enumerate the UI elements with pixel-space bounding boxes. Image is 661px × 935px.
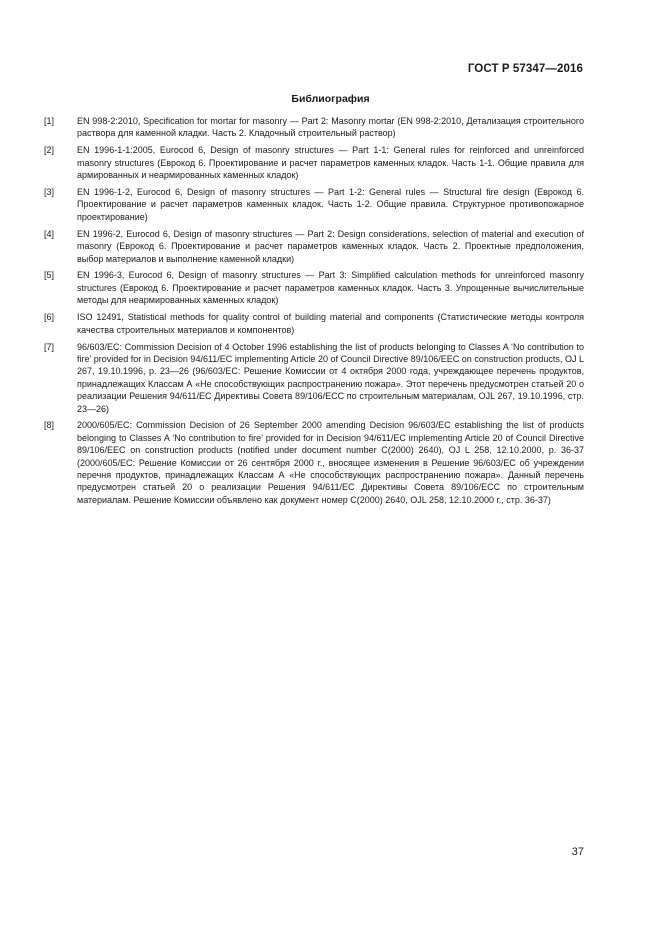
entry-text: EN 1996-2, Eurocod 6, Design of masonry structures — Part 2: Design considerations, selection of material and execution of masonry (Еврокод 6. Проектирование и расчет параметров каменных кладок. Часть 2. Проектные предположения, выбор материалов и выполнение каменной кладки): [77, 228, 584, 264]
bibliography-entry: [44, 186, 584, 223]
bibliography-entry: [44, 341, 584, 415]
entry-text: 96/603/EC: Commission Decision of 4 October 1996 establishing the list of products belonging to Classes A ‘No contribution to fire’ provided for in Decision 94/611/EC implementing Article 20 of Council Directive 89/106/EEC on construction products, OJ L 267, 19.10.1996, p. 23—26 (96/603/EC: Решение Комиссии от 4 октября 2000 года, учреждающее перечень продуктов, принадлежащих Классам А «Не способствующих распространению пожара». Этот перечень предусмотрен статьей 20 о реализации Решения 94/611/ЕС Директивы Совета 89/106/ЕСС по строительным материалам, OJL 267, 19.10.1996, стр. 23—26): [77, 341, 584, 414]
entry-text: 2000/605/EC: Commission Decision of 26 September 2000 amending Decision 96/603/EC establishing the list of products belonging to Classes A ‘No contribution to fire’ provided for in Decision 94/611/EC implementing Article 20 of Council Directive 89/106/EEC on construction products (notified under document number C(2000) 2640), OJ L 258, 12.10.2000, p. 36-37 (2000/605/EC: Решение Комиссии от 26 сентября 2000 г., вносящее изменения в Решение 96/603/EC об учреждении перечня продуктов, принадлежащих Классам А «Не способствующих распространению пожара». Данный перечень предусмотрен статьей 20 о реализации Решения 94/611/ЕС Директивы Совета 89/106/ЕСС по строительным материалам. Решение Комиссии объявлено как документ номер С(2000) 2640, OJL 258, 12.10.2000 г., стр. 36-37): [77, 420, 584, 505]
entry-number: [2]: [44, 145, 55, 156]
document-header: ГОСТ Р 57347—2016: [467, 63, 583, 75]
entry-number: [6]: [44, 312, 55, 323]
bibliography-entry: [44, 269, 584, 306]
entry-text: EN 1996-3, Eurocod 6, Design of masonry structures — Part 3: Simplified calculation methods for unreinforced masonry structures (Еврокод 6. Проектирование и расчет параметров каменных кладок. Часть 3. Упрощенные вычислительные методы для неармированных каменных кладок): [77, 270, 584, 306]
entry-text: EN 1996-1-1:2005, Eurocod 6, Design of masonry structures — Part 1-1: General rules for reinforced and unreinforced masonry structures (Еврокод 6. Проектирование и расчет параметров каменных кладок. Часть 1-1. Общие правила для армированных и неармированных каменных кладок): [77, 145, 584, 181]
bibliography-entry: [44, 144, 584, 181]
entry-number: [8]: [44, 420, 55, 431]
section-title: Библиография: [291, 93, 370, 105]
bibliography-list: [44, 115, 584, 511]
bibliography-entry: [44, 115, 584, 140]
entry-number: [3]: [44, 187, 55, 198]
page-number: 37: [571, 846, 584, 858]
entry-number: [4]: [44, 228, 55, 239]
entry-text: EN 1996-1-2, Eurocod 6, Design of masonry structures — Part 1-2: General rules — Structural fire design (Еврокод 6. Проектирование и расчет параметров каменных кладок. Часть 1-2. Общие правила. Структурное противопожарное проектирование): [77, 187, 584, 222]
entry-number: [7]: [44, 341, 55, 352]
entry-number: [1]: [44, 116, 55, 126]
bibliography-entry: [44, 419, 584, 506]
entry-text: ISO 12491, Statistical methods for quality control of building material and components (Статистические методы контроля качества строительных материалов и компонентов): [77, 312, 584, 335]
bibliography-entry: [44, 228, 584, 265]
entry-number: [5]: [44, 270, 55, 281]
bibliography-entry: [44, 311, 584, 336]
entry-text: EN 998-2:2010, Specification for mortar for masonry — Part 2: Masonry mortar (EN 998-2:2010, Детализация строительного раствора для каменной кладки. Часть 2. Кладочный строительный раствор): [77, 116, 584, 139]
